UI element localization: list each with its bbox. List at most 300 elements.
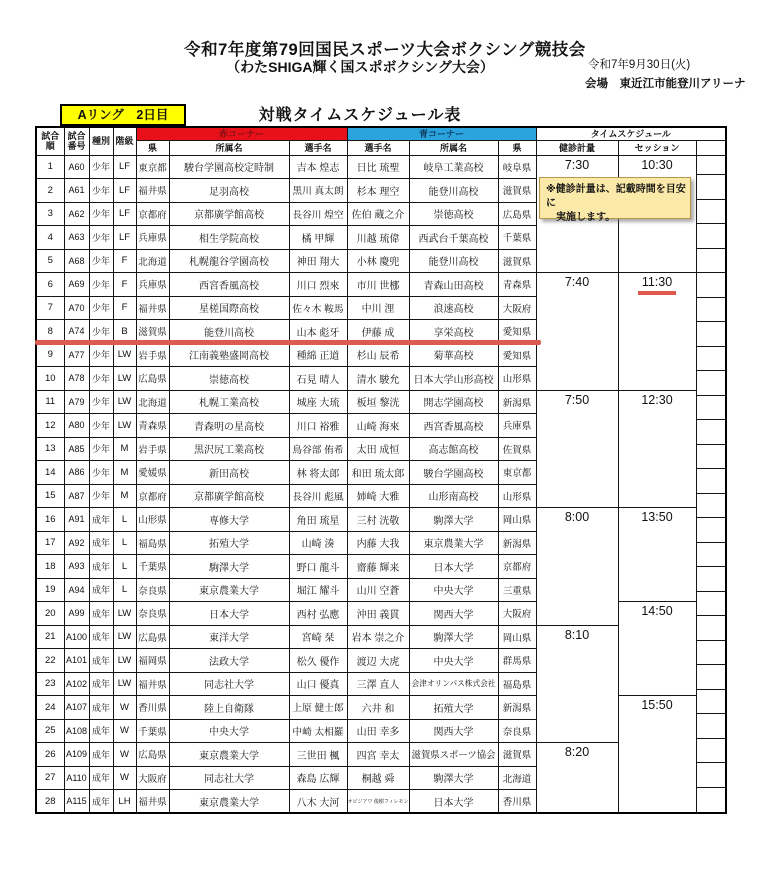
event-venue: 会場 東近江市能登川アリーナ bbox=[585, 78, 746, 90]
session-time-cell: 12:30 bbox=[618, 390, 696, 508]
match-number-cell: A110 bbox=[64, 766, 89, 790]
match-order-cell: 27 bbox=[36, 766, 64, 790]
category-cell: 少年 bbox=[89, 226, 113, 250]
blue-team-cell: 西宮香風高校 bbox=[409, 414, 498, 438]
blue-team-cell: 関西大学 bbox=[409, 719, 498, 743]
weight-class-cell: W bbox=[113, 719, 136, 743]
match-order-cell: 20 bbox=[36, 602, 64, 626]
blank-column-divider bbox=[697, 518, 726, 543]
category-cell: 成年 bbox=[89, 719, 113, 743]
category-cell: 少年 bbox=[89, 343, 113, 367]
red-athlete-cell: 橘 甲輝 bbox=[289, 226, 347, 250]
blank-column-divider bbox=[697, 420, 726, 445]
red-pref-cell: 福島県 bbox=[136, 531, 169, 555]
weight-class-cell: W bbox=[113, 766, 136, 790]
blue-team-cell: 駒澤大学 bbox=[409, 625, 498, 649]
red-pref-cell: 北海道 bbox=[136, 249, 169, 273]
category-cell: 少年 bbox=[89, 414, 113, 438]
blue-athlete-cell: 杉本 理空 bbox=[347, 179, 409, 203]
red-pref-cell: 青森県 bbox=[136, 414, 169, 438]
red-team-cell: 相生学院高校 bbox=[169, 226, 289, 250]
red-athlete-cell: 山本 彪牙 bbox=[289, 320, 347, 344]
red-pref-cell: 広島県 bbox=[136, 743, 169, 767]
red-team-cell: 新田高校 bbox=[169, 461, 289, 485]
red-pref-cell: 福井県 bbox=[136, 672, 169, 696]
category-cell: 少年 bbox=[89, 484, 113, 508]
category-cell: 成年 bbox=[89, 766, 113, 790]
blue-athlete-cell: 太田 成恒 bbox=[347, 437, 409, 461]
blue-pref-cell: 奈良県 bbox=[498, 719, 536, 743]
blue-team-cell: 駿台学園高校 bbox=[409, 461, 498, 485]
blue-team-cell: 崇徳高校 bbox=[409, 202, 498, 226]
blue-pref-cell: 新潟県 bbox=[498, 696, 536, 720]
match-number-cell: A87 bbox=[64, 484, 89, 508]
red-pref-cell: 福井県 bbox=[136, 179, 169, 203]
match-order-cell: 13 bbox=[36, 437, 64, 461]
category-cell: 成年 bbox=[89, 743, 113, 767]
match-number-cell: A99 bbox=[64, 602, 89, 626]
match-order-cell: 24 bbox=[36, 696, 64, 720]
blue-pref-cell: 福島県 bbox=[498, 672, 536, 696]
red-athlete-cell: 西村 弘應 bbox=[289, 602, 347, 626]
weight-class-cell: LW bbox=[113, 602, 136, 626]
blue-athlete-cell: 中川 浬 bbox=[347, 296, 409, 320]
category-cell: 少年 bbox=[89, 437, 113, 461]
blue-team-cell: 高志館高校 bbox=[409, 437, 498, 461]
blue-pref-cell: 群馬県 bbox=[498, 649, 536, 673]
red-athlete-cell: 城座 大琉 bbox=[289, 390, 347, 414]
blue-corner-band: 青コーナー bbox=[347, 127, 536, 140]
weight-class-cell: B bbox=[113, 320, 136, 344]
blue-athlete-cell: 山田 幸多 bbox=[347, 719, 409, 743]
red-athlete-cell: 堀江 耀斗 bbox=[289, 578, 347, 602]
col-header-blue-team: 所属名 bbox=[409, 140, 498, 155]
match-order-cell: 26 bbox=[36, 743, 64, 767]
blue-pref-cell: 山形県 bbox=[498, 484, 536, 508]
match-order-cell: 9 bbox=[36, 343, 64, 367]
blue-athlete-cell: 和田 琉太郎 bbox=[347, 461, 409, 485]
blue-pref-cell: 東京都 bbox=[498, 461, 536, 485]
blue-team-cell: 享栄高校 bbox=[409, 320, 498, 344]
red-pref-cell: 千葉県 bbox=[136, 719, 169, 743]
blue-athlete-cell: 日比 琉聖 bbox=[347, 155, 409, 179]
blue-team-cell: 菊華高校 bbox=[409, 343, 498, 367]
red-pref-cell: 岩手県 bbox=[136, 437, 169, 461]
weight-class-cell: LF bbox=[113, 202, 136, 226]
blue-team-cell: 浪速高校 bbox=[409, 296, 498, 320]
match-number-cell: A107 bbox=[64, 696, 89, 720]
red-athlete-cell: 野口 龍斗 bbox=[289, 555, 347, 579]
blank-column-divider bbox=[697, 224, 726, 249]
weight-class-cell: L bbox=[113, 531, 136, 555]
blank-column-divider bbox=[697, 641, 726, 666]
blue-athlete-cell: 姉崎 大雅 bbox=[347, 484, 409, 508]
match-order-cell: 18 bbox=[36, 555, 64, 579]
red-athlete-cell: 川口 裕雅 bbox=[289, 414, 347, 438]
match-number-cell: A63 bbox=[64, 226, 89, 250]
blue-athlete-cell: オビジアワ 俊樹フィレモン bbox=[347, 790, 409, 814]
blank-column-divider bbox=[697, 273, 726, 298]
blue-athlete-cell: 伊藤 成 bbox=[347, 320, 409, 344]
blue-pref-cell: 愛知県 bbox=[498, 343, 536, 367]
match-order-cell: 1 bbox=[36, 155, 64, 179]
red-athlete-cell: 吉本 煌志 bbox=[289, 155, 347, 179]
red-team-cell: 札幌龍谷学園高校 bbox=[169, 249, 289, 273]
weigh-in-time-cell: 7:50 bbox=[536, 390, 618, 508]
red-athlete-cell: 山崎 湊 bbox=[289, 531, 347, 555]
blank-column-divider bbox=[697, 322, 726, 347]
red-team-cell: 駿台学園高校定時制 bbox=[169, 155, 289, 179]
col-header-weigh-in: 健診計量 bbox=[536, 140, 618, 155]
col-header-blue-pref: 県 bbox=[498, 140, 536, 155]
note-line-1: ※健診計量は、記載時間を目安に bbox=[546, 184, 686, 209]
blue-team-cell: 関西大学 bbox=[409, 602, 498, 626]
blue-pref-cell: 香川県 bbox=[498, 790, 536, 814]
blank-column-divider bbox=[697, 469, 726, 494]
red-pref-cell: 愛媛県 bbox=[136, 461, 169, 485]
red-pref-cell: 奈良県 bbox=[136, 578, 169, 602]
blank-column-divider bbox=[697, 616, 726, 641]
category-cell: 成年 bbox=[89, 602, 113, 626]
red-team-cell: 東京農業大学 bbox=[169, 790, 289, 814]
red-athlete-cell: 長谷川 彪風 bbox=[289, 484, 347, 508]
blue-pref-cell: 青森県 bbox=[498, 273, 536, 297]
blue-athlete-cell: 六井 和 bbox=[347, 696, 409, 720]
blue-athlete-cell: 佐伯 蔵之介 bbox=[347, 202, 409, 226]
match-order-cell: 7 bbox=[36, 296, 64, 320]
match-number-cell: A77 bbox=[64, 343, 89, 367]
weight-class-cell: LH bbox=[113, 790, 136, 814]
match-number-cell: A60 bbox=[64, 155, 89, 179]
blue-team-cell: 山形南高校 bbox=[409, 484, 498, 508]
match-row bbox=[36, 155, 726, 179]
red-pref-cell: 福岡県 bbox=[136, 649, 169, 673]
weigh-in-note-box bbox=[539, 177, 691, 223]
red-pref-cell: 京都府 bbox=[136, 202, 169, 226]
session-time-underlined: 11:30 bbox=[638, 275, 676, 295]
blue-athlete-cell: 山崎 海來 bbox=[347, 414, 409, 438]
page-subtitle: （わたSHIGA輝く国スポボクシング大会） bbox=[226, 59, 494, 75]
table-title: 対戦タイムスケジュール表 bbox=[258, 107, 462, 124]
blue-pref-cell: 岡山県 bbox=[498, 508, 536, 532]
blue-pref-cell: 三重県 bbox=[498, 578, 536, 602]
red-athlete-cell: 種綿 正道 bbox=[289, 343, 347, 367]
weight-class-cell: LF bbox=[113, 179, 136, 203]
match-number-cell: A93 bbox=[64, 555, 89, 579]
category-cell: 少年 bbox=[89, 179, 113, 203]
category-cell: 成年 bbox=[89, 649, 113, 673]
blank-column-divider bbox=[697, 714, 726, 739]
weight-class-cell: F bbox=[113, 273, 136, 297]
weight-class-cell: F bbox=[113, 296, 136, 320]
red-team-cell: 日本大学 bbox=[169, 602, 289, 626]
red-athlete-cell: 石見 晴人 bbox=[289, 367, 347, 391]
red-athlete-cell: 八木 大河 bbox=[289, 790, 347, 814]
blue-team-cell: 能登川高校 bbox=[409, 249, 498, 273]
red-athlete-cell: 神田 翔大 bbox=[289, 249, 347, 273]
blue-pref-cell: 広島県 bbox=[498, 202, 536, 226]
weight-class-cell: LW bbox=[113, 649, 136, 673]
blue-athlete-cell: 清水 駿允 bbox=[347, 367, 409, 391]
red-team-cell: 江南義塾盛岡高校 bbox=[169, 343, 289, 367]
red-team-cell: 青森明の星高校 bbox=[169, 414, 289, 438]
blue-team-cell: 駒澤大学 bbox=[409, 766, 498, 790]
weight-class-cell: LW bbox=[113, 343, 136, 367]
red-pref-cell: 千葉県 bbox=[136, 555, 169, 579]
session-time-cell: 14:50 bbox=[618, 602, 696, 696]
col-header-red-pref: 県 bbox=[136, 140, 169, 155]
red-team-cell: 東京農業大学 bbox=[169, 578, 289, 602]
blue-team-cell: 拓殖大学 bbox=[409, 696, 498, 720]
match-row bbox=[36, 390, 726, 414]
col-header-blue-athlete: 選手名 bbox=[347, 140, 409, 155]
blue-pref-cell: 新潟県 bbox=[498, 531, 536, 555]
red-team-cell: 同志社大学 bbox=[169, 672, 289, 696]
category-cell: 少年 bbox=[89, 155, 113, 179]
red-athlete-cell: 佐々木 鞍馬 bbox=[289, 296, 347, 320]
red-athlete-cell: 上原 健士郎 bbox=[289, 696, 347, 720]
blue-athlete-cell: 小林 慶兜 bbox=[347, 249, 409, 273]
red-pref-cell: 兵庫県 bbox=[136, 273, 169, 297]
blue-pref-cell: 愛知県 bbox=[498, 320, 536, 344]
match-number-cell: A69 bbox=[64, 273, 89, 297]
red-team-cell: 陸上自衛隊 bbox=[169, 696, 289, 720]
weight-class-cell: LW bbox=[113, 414, 136, 438]
red-pref-cell: 福井県 bbox=[136, 790, 169, 814]
category-cell: 少年 bbox=[89, 320, 113, 344]
match-row bbox=[36, 508, 726, 532]
match-order-cell: 5 bbox=[36, 249, 64, 273]
match-number-cell: A80 bbox=[64, 414, 89, 438]
weight-class-cell: LF bbox=[113, 155, 136, 179]
blue-pref-cell: 京都府 bbox=[498, 555, 536, 579]
red-pref-cell: 北海道 bbox=[136, 390, 169, 414]
match-number-cell: A79 bbox=[64, 390, 89, 414]
blank-column-divider bbox=[697, 200, 726, 225]
red-team-cell: 京都廣学館高校 bbox=[169, 202, 289, 226]
blank-column-divider bbox=[697, 690, 726, 715]
blue-pref-cell: 大阪府 bbox=[498, 296, 536, 320]
blue-athlete-cell: 齋藤 輝来 bbox=[347, 555, 409, 579]
session-time-cell bbox=[618, 273, 696, 391]
blue-athlete-cell: 渡辺 大虎 bbox=[347, 649, 409, 673]
weight-class-cell: W bbox=[113, 696, 136, 720]
blue-pref-cell: 滋賀県 bbox=[498, 249, 536, 273]
event-date: 令和7年9月30日(火) bbox=[588, 59, 691, 71]
col-header-match-no: 試合番号 bbox=[64, 127, 89, 155]
match-number-cell: A115 bbox=[64, 790, 89, 814]
category-cell: 成年 bbox=[89, 790, 113, 814]
weigh-in-time-cell: 7:30 bbox=[536, 155, 618, 273]
weight-class-cell: M bbox=[113, 437, 136, 461]
time-schedule-band: タイムスケジュール bbox=[536, 127, 726, 140]
red-team-cell: 札幌工業高校 bbox=[169, 390, 289, 414]
match-order-cell: 22 bbox=[36, 649, 64, 673]
category-cell: 成年 bbox=[89, 696, 113, 720]
blank-column-divider bbox=[697, 543, 726, 568]
match-order-cell: 15 bbox=[36, 484, 64, 508]
col-header-blank bbox=[696, 140, 726, 155]
red-team-cell: 黒沢尻工業高校 bbox=[169, 437, 289, 461]
red-team-cell: 西宮香風高校 bbox=[169, 273, 289, 297]
weigh-in-time-cell: 8:10 bbox=[536, 625, 618, 743]
match-number-cell: A70 bbox=[64, 296, 89, 320]
blue-pref-cell: 滋賀県 bbox=[498, 179, 536, 203]
blue-athlete-cell: 三村 洸敬 bbox=[347, 508, 409, 532]
note-line-2: 実施します。 bbox=[556, 212, 616, 223]
blue-pref-cell: 兵庫県 bbox=[498, 414, 536, 438]
match-number-cell: A100 bbox=[64, 625, 89, 649]
red-athlete-cell: 川口 烈來 bbox=[289, 273, 347, 297]
match-order-cell: 6 bbox=[36, 273, 64, 297]
red-pref-cell: 広島県 bbox=[136, 367, 169, 391]
match-row bbox=[36, 273, 726, 297]
match-row bbox=[36, 696, 726, 720]
blue-team-cell: 日本大学山形高校 bbox=[409, 367, 498, 391]
red-team-cell: 星槎国際高校 bbox=[169, 296, 289, 320]
match-order-cell: 12 bbox=[36, 414, 64, 438]
match-number-cell: A94 bbox=[64, 578, 89, 602]
weight-class-cell: F bbox=[113, 249, 136, 273]
red-pref-cell: 広島県 bbox=[136, 625, 169, 649]
blue-team-cell: 東京農業大学 bbox=[409, 531, 498, 555]
match-number-cell: A108 bbox=[64, 719, 89, 743]
match-number-cell: A61 bbox=[64, 179, 89, 203]
category-cell: 成年 bbox=[89, 672, 113, 696]
weight-class-cell: LF bbox=[113, 226, 136, 250]
match-number-cell: A91 bbox=[64, 508, 89, 532]
red-team-cell: 東京農業大学 bbox=[169, 743, 289, 767]
blank-column-cell bbox=[696, 155, 726, 813]
red-pref-cell: 岩手県 bbox=[136, 343, 169, 367]
red-athlete-cell: 林 将太郎 bbox=[289, 461, 347, 485]
category-cell: 成年 bbox=[89, 555, 113, 579]
blank-column-divider bbox=[697, 371, 726, 396]
match-order-cell: 4 bbox=[36, 226, 64, 250]
blue-team-cell: 能登川高校 bbox=[409, 179, 498, 203]
blank-column-divider bbox=[697, 494, 726, 519]
blue-pref-cell: 大阪府 bbox=[498, 602, 536, 626]
blue-athlete-cell: 山川 空蒼 bbox=[347, 578, 409, 602]
red-athlete-cell: 鳥谷部 侑希 bbox=[289, 437, 347, 461]
category-cell: 少年 bbox=[89, 461, 113, 485]
red-team-cell: 能登川高校 bbox=[169, 320, 289, 344]
row-8-highlight-line bbox=[35, 340, 541, 345]
red-team-cell: 法政大学 bbox=[169, 649, 289, 673]
match-number-cell: A68 bbox=[64, 249, 89, 273]
red-athlete-cell: 黒川 真太朗 bbox=[289, 179, 347, 203]
red-pref-cell: 福井県 bbox=[136, 296, 169, 320]
blank-column-divider bbox=[697, 175, 726, 200]
category-cell: 成年 bbox=[89, 531, 113, 555]
blue-team-cell: 中央大学 bbox=[409, 649, 498, 673]
red-pref-cell: 大阪府 bbox=[136, 766, 169, 790]
blue-team-cell: 青森山田高校 bbox=[409, 273, 498, 297]
match-number-cell: A78 bbox=[64, 367, 89, 391]
category-cell: 少年 bbox=[89, 390, 113, 414]
blank-column-divider bbox=[697, 298, 726, 323]
blue-athlete-cell: 川越 琉偉 bbox=[347, 226, 409, 250]
red-team-cell: 京都廣学館高校 bbox=[169, 484, 289, 508]
blank-column-divider bbox=[697, 665, 726, 690]
match-number-cell: A86 bbox=[64, 461, 89, 485]
weight-class-cell: W bbox=[113, 743, 136, 767]
category-cell: 少年 bbox=[89, 367, 113, 391]
weight-class-cell: L bbox=[113, 508, 136, 532]
match-number-cell: A109 bbox=[64, 743, 89, 767]
match-order-cell: 28 bbox=[36, 790, 64, 814]
blank-column-divider bbox=[697, 739, 726, 764]
match-order-cell: 17 bbox=[36, 531, 64, 555]
red-pref-cell: 山形県 bbox=[136, 508, 169, 532]
red-pref-cell: 滋賀県 bbox=[136, 320, 169, 344]
session-time-cell: 15:50 bbox=[618, 696, 696, 814]
col-header-red-athlete: 選手名 bbox=[289, 140, 347, 155]
blue-pref-cell: 岐阜県 bbox=[498, 155, 536, 179]
red-corner-band: 赤コーナー bbox=[136, 127, 347, 140]
match-order-cell: 8 bbox=[36, 320, 64, 344]
blue-team-cell: 日本大学 bbox=[409, 790, 498, 814]
weight-class-cell: L bbox=[113, 555, 136, 579]
match-order-cell: 19 bbox=[36, 578, 64, 602]
blue-athlete-cell: 四宮 幸太 bbox=[347, 743, 409, 767]
col-header-weight-class: 階級 bbox=[113, 127, 136, 155]
blank-column-divider bbox=[697, 445, 726, 470]
blank-column-divider bbox=[697, 567, 726, 592]
schedule-table bbox=[35, 126, 727, 814]
weigh-in-time-cell: 8:20 bbox=[536, 743, 618, 814]
blue-pref-cell: 岡山県 bbox=[498, 625, 536, 649]
category-cell: 少年 bbox=[89, 202, 113, 226]
blue-athlete-cell: 板垣 黎洸 bbox=[347, 390, 409, 414]
category-cell: 少年 bbox=[89, 296, 113, 320]
weigh-in-time-cell: 8:00 bbox=[536, 508, 618, 626]
weight-class-cell: M bbox=[113, 461, 136, 485]
category-cell: 少年 bbox=[89, 249, 113, 273]
red-athlete-cell: 角田 琉星 bbox=[289, 508, 347, 532]
weigh-in-time-cell: 7:40 bbox=[536, 273, 618, 391]
ring-label: Aリング 2日目 bbox=[60, 104, 186, 126]
col-header-red-team: 所属名 bbox=[169, 140, 289, 155]
session-time-cell: 13:50 bbox=[618, 508, 696, 602]
weight-class-cell: L bbox=[113, 578, 136, 602]
blank-column-divider bbox=[697, 347, 726, 372]
blue-athlete-cell: 市川 世梛 bbox=[347, 273, 409, 297]
match-order-cell: 23 bbox=[36, 672, 64, 696]
category-cell: 成年 bbox=[89, 508, 113, 532]
weight-class-cell: LW bbox=[113, 367, 136, 391]
blue-pref-cell: 千葉県 bbox=[498, 226, 536, 250]
category-cell: 少年 bbox=[89, 273, 113, 297]
blue-team-cell: 西武台千葉高校 bbox=[409, 226, 498, 250]
weight-class-cell: LW bbox=[113, 625, 136, 649]
match-order-cell: 21 bbox=[36, 625, 64, 649]
blue-pref-cell: 佐賀県 bbox=[498, 437, 536, 461]
match-number-cell: A101 bbox=[64, 649, 89, 673]
red-athlete-cell: 山口 優真 bbox=[289, 672, 347, 696]
schedule-table-body bbox=[36, 155, 726, 813]
blue-athlete-cell: 桐越 舜 bbox=[347, 766, 409, 790]
blue-athlete-cell: 杉山 辰希 bbox=[347, 343, 409, 367]
red-athlete-cell: 森島 広輝 bbox=[289, 766, 347, 790]
blank-column-divider bbox=[697, 396, 726, 421]
weight-class-cell: LW bbox=[113, 672, 136, 696]
blue-pref-cell: 北海道 bbox=[498, 766, 536, 790]
blue-athlete-cell: 内藤 大我 bbox=[347, 531, 409, 555]
weight-class-cell: M bbox=[113, 484, 136, 508]
red-team-cell: 崇徳高校 bbox=[169, 367, 289, 391]
red-pref-cell: 東京都 bbox=[136, 155, 169, 179]
